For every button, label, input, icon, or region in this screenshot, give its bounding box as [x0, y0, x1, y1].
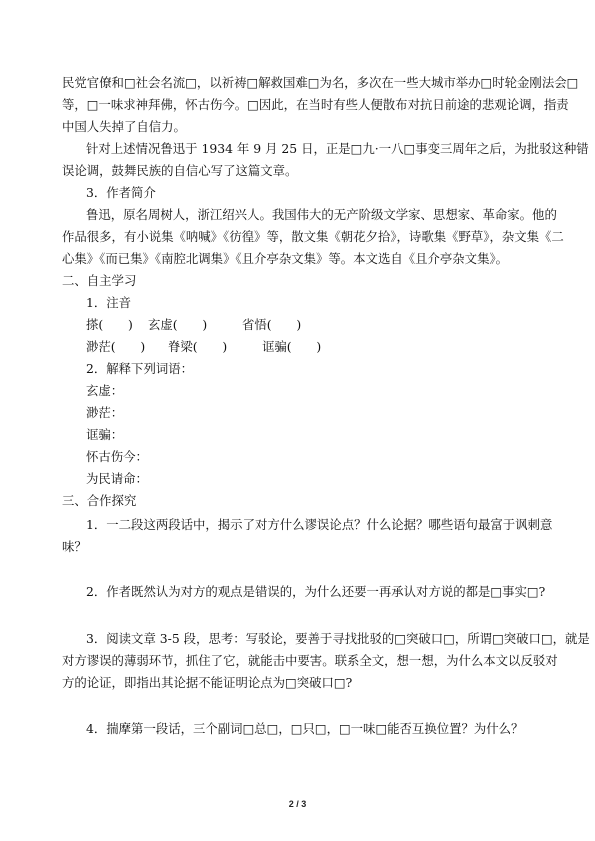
intro-line: 中国人失掉了自信力。 — [62, 119, 186, 134]
question-line: 4．揣摩第一段话，三个副词□总□，□只□，□一味□能否互换位置？为什么？ — [86, 721, 524, 736]
pinyin-row — [62, 336, 538, 358]
pinyin-item: 脊梁( ) — [168, 339, 228, 354]
author-section — [62, 182, 564, 270]
pinyin-item: 省悟( ) — [242, 317, 302, 332]
term-item: 玄虚： — [86, 383, 124, 398]
pinyin-heading: 1．注音 — [86, 295, 132, 310]
author-heading: 3．作者简介 — [86, 185, 156, 200]
intro-line: 针对上述情况鲁迅于 1934 年 9 月 25 日，正是□九·一八□事变三周年之后，为批驳这种错 — [86, 141, 589, 156]
question-line: 2．作者既然认为对方的观点是错误的，为什么还要一再承认对方说的都是□事实□? — [86, 584, 546, 599]
section-heading: 三、合作探究 — [62, 493, 137, 508]
pinyin-item: 渺茫( ) — [86, 339, 146, 354]
author-line: 鲁迅，原名周树人，浙江绍兴人。我国伟大的无产阶级文学家、思想家、革命家。他的 — [86, 207, 557, 222]
question-line: 对方谬误的薄弱环节，抓住了它，就能击中要害。联系全文，想一想，为什么本文以反驳对 — [62, 653, 558, 668]
define-heading: 2．解释下列词语： — [86, 361, 194, 376]
intro-line: 误论调，鼓舞民族的自信心写了这篇文章。 — [62, 163, 298, 178]
question-4 — [62, 718, 538, 740]
intro-section — [62, 72, 589, 182]
question-3 — [62, 628, 590, 694]
self-study-section — [62, 270, 538, 490]
question-1 — [62, 514, 553, 558]
cooperative-section — [62, 490, 538, 512]
question-2 — [62, 581, 546, 603]
term-item: 为民请命： — [86, 471, 148, 486]
question-line: 1．一二段这两段话中，揭示了对方什么谬误论点？什么论据？哪些语句最富于讽刺意 — [86, 517, 553, 532]
term-item: 诓骗： — [86, 427, 124, 442]
term-item: 渺茫： — [86, 405, 124, 420]
question-line: 3．阅读文章 3-5 段，思考：写驳论，要善于寻找批驳的□突破口□，所谓□突破口□，就是 — [86, 631, 590, 646]
section-heading: 二、自主学习 — [62, 273, 137, 288]
intro-line: 民党官僚和□社会名流□，以祈祷□解救国难□为名，多次在一些大城市举办□时轮金刚法会□ — [62, 75, 579, 90]
term-item: 怀古伤今： — [86, 449, 148, 464]
question-line: 味？ — [62, 539, 87, 554]
intro-line: 等，□一味求神拜佛，怀古伤今。□因此，在当时有些人便散布对抗日前途的悲观论调，指责 — [62, 97, 569, 112]
page-number: 2 / 3 — [288, 799, 307, 809]
author-line: 心集》《而已集》《南腔北调集》《且介亭杂文集》等。本文选自《且介亭杂文集》。 — [62, 251, 509, 266]
pinyin-item: 搽( ) — [86, 317, 133, 332]
author-line: 作品很多，有小说集《呐喊》《彷徨》等，散文集《朝花夕拾》，诗歌集《野草》，杂文集《二 — [62, 229, 564, 244]
question-line: 方的论证，即指出其论据不能证明论点为□突破口□? — [62, 675, 353, 690]
pinyin-item: 玄虚( ) — [148, 317, 208, 332]
pinyin-row — [62, 314, 538, 336]
pinyin-item: 诓骗( ) — [262, 339, 322, 354]
